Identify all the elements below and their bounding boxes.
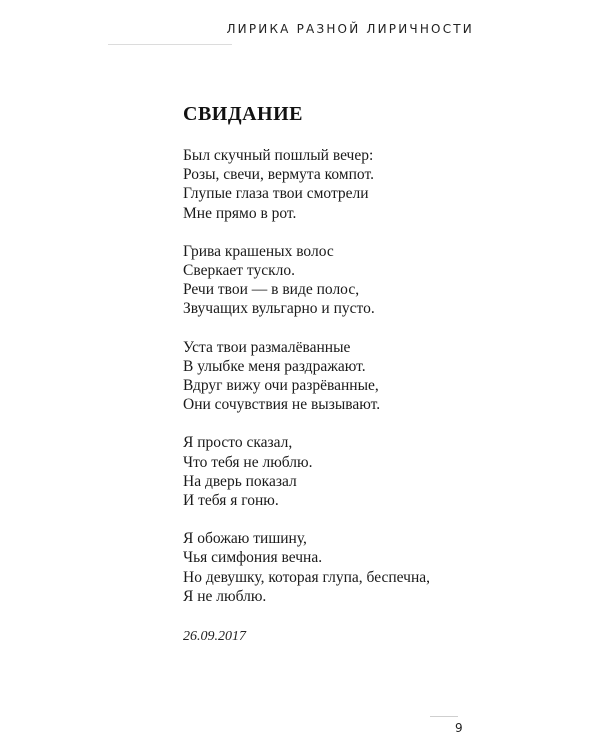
- stanza-3: [183, 338, 483, 415]
- poem-line: В улыбке меня раздражают.: [183, 357, 366, 375]
- page-number: 9: [455, 721, 463, 735]
- poem-line: Речи твои — в виде полос,: [183, 281, 360, 299]
- poem-line: Звучащих вульгарно и пусто.: [183, 300, 375, 318]
- poem-line: Но девушку, которая глупа, беспечна,: [183, 568, 431, 586]
- poem-line: Вдруг вижу очи разрёванные,: [183, 377, 379, 395]
- poem-line: Грива крашеных волос: [183, 242, 334, 260]
- poem-line: Чья симфония вечна.: [183, 549, 323, 567]
- poem-line: Уста твои размалёванные: [183, 338, 351, 356]
- stanza-2: [183, 242, 483, 319]
- poem-body: [183, 146, 483, 625]
- poem-line: Я обожаю тишину,: [183, 530, 307, 548]
- poem-line: Что тебя не люблю.: [183, 453, 313, 471]
- poem-line: Розы, свечи, вермута компот.: [183, 166, 374, 184]
- running-head: ЛИРИКА РАЗНОЙ ЛИРИЧНОСТИ: [226, 22, 474, 36]
- poem-title: СВИДАНИЕ: [183, 103, 303, 125]
- poem-line: Я просто сказал,: [183, 434, 293, 452]
- stanza-4: [183, 433, 483, 510]
- poem-line: Я не люблю.: [183, 587, 267, 605]
- poem-line: Сверкает тускло.: [183, 262, 295, 280]
- poem-line: И тебя я гоню.: [183, 492, 279, 510]
- poem-date: 26.09.2017: [183, 629, 246, 644]
- stanza-1: [183, 146, 483, 223]
- header-divider: [108, 44, 232, 45]
- poem-line: Мне прямо в рот.: [183, 204, 297, 222]
- footer-divider: [430, 716, 458, 717]
- poem-line: Они сочувствия не вызывают.: [183, 396, 381, 414]
- stanza-5: [183, 529, 483, 606]
- poem-line: Был скучный пошлый вечер:: [183, 147, 374, 164]
- poem-line: На дверь показал: [183, 472, 297, 490]
- poem-line: Глупые глаза твои смотрели: [183, 185, 369, 203]
